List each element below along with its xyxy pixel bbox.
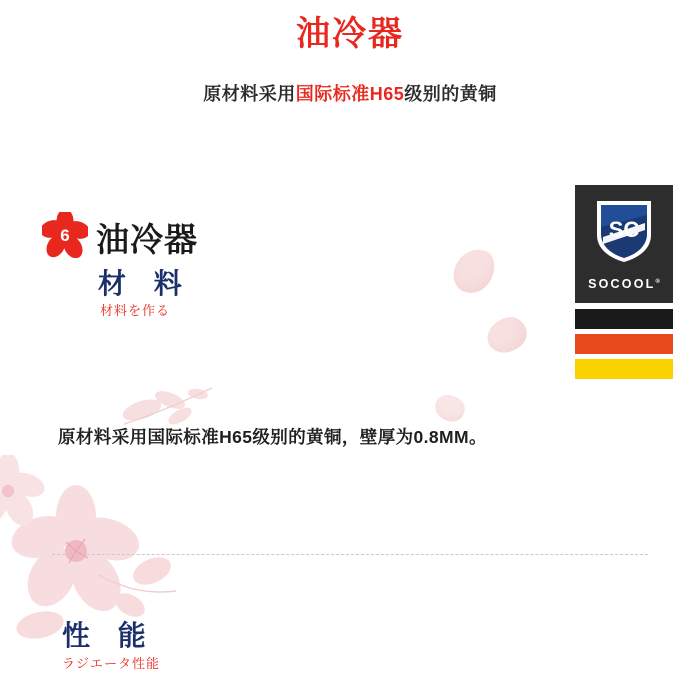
page-subtitle — [0, 80, 700, 106]
flag-bar-yellow — [575, 359, 673, 379]
page-title: 油冷器 — [296, 15, 404, 53]
brand-block — [575, 185, 673, 379]
petal-decoration — [430, 388, 470, 427]
brand-name-sup: ® — [655, 278, 660, 285]
section-number-badge — [42, 212, 88, 258]
section2-label-jp: ラジエータ性能 — [62, 656, 161, 671]
section-divider — [52, 554, 648, 555]
subtitle-part-post: 级别的黄铜 — [404, 84, 497, 104]
section-label: 材 料 — [98, 268, 192, 299]
subtitle-part-pre: 原材料采用 — [203, 84, 296, 104]
shield-logo-icon — [593, 197, 655, 265]
brand-name — [575, 277, 673, 291]
section2-label: 性 能 — [62, 620, 156, 651]
shield-logo-text: SC — [608, 217, 640, 242]
brand-card — [575, 185, 673, 303]
section-label-jp: 材料を作る — [100, 303, 171, 318]
section-title: 油冷器 — [96, 221, 198, 258]
brand-name-text: SOCOOL — [588, 277, 656, 291]
body-paragraph: 原材料采用国际标准H65级别的黄铜，壁厚为0.8MM。 — [58, 427, 487, 447]
petal-decoration — [483, 314, 530, 357]
petal-decoration — [447, 242, 500, 299]
flag-bar-red — [575, 334, 673, 354]
flag-bar-black — [575, 309, 673, 329]
section-number: 6 — [60, 226, 70, 245]
subtitle-highlight: 国际标准H65 — [295, 84, 405, 104]
